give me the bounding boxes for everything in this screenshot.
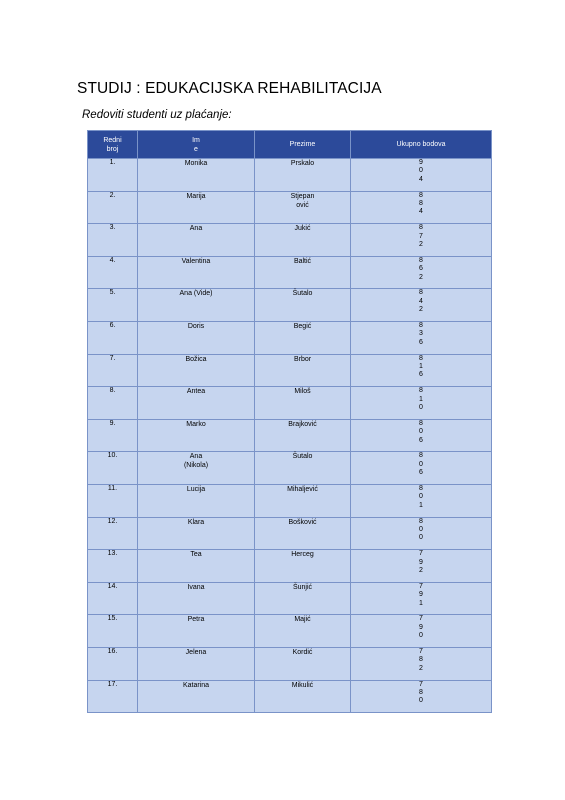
cell-redni-broj: 6. (88, 321, 138, 354)
cell-ime (138, 452, 255, 485)
cell-prezime-line: Baltić (293, 257, 312, 265)
cell-prezime (255, 647, 351, 680)
cell-ime (138, 256, 255, 289)
points-digit: 7 (419, 232, 423, 240)
points-digit: 8 (419, 452, 423, 460)
cell-ime (138, 419, 255, 452)
cell-prezime-line: Stjepan (290, 192, 315, 200)
points-digit: 9 (419, 591, 423, 599)
student-ranking-table (87, 130, 492, 713)
cell-prezime-line: Kordić (292, 648, 313, 656)
table-row (88, 289, 492, 322)
cell-prezime-line: Mihaljević (287, 485, 318, 493)
cell-redni-broj: 2. (88, 191, 138, 224)
cell-prezime-line: Prskalo (290, 160, 315, 167)
table-row (88, 224, 492, 257)
table-row (88, 354, 492, 387)
points-digit: 2 (419, 566, 423, 574)
points-digit: 6 (419, 469, 423, 477)
points-digit: 0 (419, 632, 423, 640)
cell-prezime (255, 159, 351, 192)
page-title: STUDIJ : EDUKACIJSKA REHABILITACIJA (77, 80, 382, 97)
table-row (88, 517, 492, 550)
cell-redni-broj: 17. (88, 680, 138, 713)
cell-ime-line: (Nikola) (183, 462, 209, 470)
cell-ukupno-bodova (351, 354, 492, 387)
header-ime (138, 131, 255, 159)
cell-ime (138, 289, 255, 322)
cell-ukupno-bodova (351, 321, 492, 354)
cell-prezime-line: Majić (294, 616, 311, 624)
cell-ukupno-bodova (351, 582, 492, 615)
header-row (88, 131, 492, 159)
cell-prezime (255, 191, 351, 224)
points-digit: 0 (419, 460, 423, 468)
cell-ime-line: Antea (186, 388, 206, 396)
header-ukupno-bodova: Ukupno bodova (351, 131, 492, 159)
cell-ime-line: Klara (187, 518, 205, 526)
cell-prezime (255, 387, 351, 420)
table-row (88, 159, 492, 192)
cell-redni-broj: 11. (88, 484, 138, 517)
cell-prezime (255, 419, 351, 452)
table-row (88, 387, 492, 420)
cell-ukupno-bodova (351, 680, 492, 713)
cell-redni-broj: 8. (88, 387, 138, 420)
cell-ukupno-bodova (351, 419, 492, 452)
points-digit: 8 (419, 484, 423, 492)
points-digit: 8 (419, 289, 423, 297)
points-digit: 8 (419, 256, 423, 264)
points-digit: 2 (419, 306, 423, 314)
table-row (88, 321, 492, 354)
points-digit: 7 (419, 582, 423, 590)
table-row (88, 191, 492, 224)
cell-ukupno-bodova (351, 550, 492, 583)
points-digit: 8 (419, 191, 423, 199)
points-digit: 7 (419, 615, 423, 623)
cell-redni-broj: 5. (88, 289, 138, 322)
cell-prezime-line: Bošković (288, 518, 317, 526)
table-row (88, 256, 492, 289)
cell-prezime-line: Brbor (293, 355, 312, 363)
cell-redni-broj: 16. (88, 647, 138, 680)
table-row (88, 452, 492, 485)
table-row (88, 680, 492, 713)
table-row (88, 484, 492, 517)
points-digit: 0 (419, 428, 423, 436)
cell-prezime (255, 517, 351, 550)
cell-ime (138, 159, 255, 192)
points-digit: 8 (419, 321, 423, 329)
points-digit: 8 (419, 224, 423, 232)
header-redni-broj-line1: Redni (103, 136, 122, 144)
cell-ukupno-bodova (351, 256, 492, 289)
table-row (88, 419, 492, 452)
cell-ukupno-bodova (351, 484, 492, 517)
table-header (88, 131, 492, 159)
points-digit: 9 (419, 558, 423, 566)
points-digit: 8 (419, 354, 423, 362)
cell-ime-line: Ana (189, 453, 203, 461)
cell-ukupno-bodova (351, 647, 492, 680)
cell-ukupno-bodova (351, 191, 492, 224)
cell-prezime-line: Herceg (291, 551, 314, 559)
cell-ime-line: Ivana (187, 583, 205, 591)
cell-redni-broj: 15. (88, 615, 138, 648)
cell-ime-line: Ana (189, 225, 203, 233)
points-digit: 0 (419, 697, 423, 705)
header-redni-broj-line2: broj (106, 145, 119, 153)
points-digit: 8 (419, 517, 423, 525)
cell-ime-line: Božica (185, 355, 207, 363)
header-redni-broj (88, 131, 138, 159)
header-prezime: Prezime (255, 131, 351, 159)
cell-redni-broj: 14. (88, 582, 138, 615)
cell-ime (138, 517, 255, 550)
cell-ime-line: Lucija (186, 485, 206, 493)
cell-prezime-line: Brajković (288, 420, 317, 428)
cell-prezime (255, 680, 351, 713)
table-row (88, 647, 492, 680)
cell-ime-line: Jelena (185, 648, 207, 656)
header-ime-line2: e (194, 145, 198, 153)
points-digit: 0 (419, 493, 423, 501)
cell-ukupno-bodova (351, 224, 492, 257)
cell-ime-line: Katarina (182, 681, 210, 689)
cell-prezime-line: Begić (293, 322, 312, 330)
points-digit: 0 (419, 534, 423, 542)
cell-ime-line: Ana (Vide) (179, 290, 213, 298)
points-digit: 9 (419, 159, 423, 166)
points-digit: 4 (419, 175, 423, 183)
cell-ukupno-bodova (351, 517, 492, 550)
cell-prezime (255, 354, 351, 387)
cell-ime-line: Valentina (181, 257, 211, 265)
cell-ime (138, 191, 255, 224)
points-digit: 4 (419, 208, 423, 216)
table-row (88, 582, 492, 615)
cell-ukupno-bodova (351, 289, 492, 322)
cell-redni-broj: 4. (88, 256, 138, 289)
points-digit: 0 (419, 525, 423, 533)
cell-redni-broj: 10. (88, 452, 138, 485)
points-digit: 7 (419, 680, 423, 688)
cell-prezime (255, 550, 351, 583)
cell-redni-broj: 9. (88, 419, 138, 452)
cell-ukupno-bodova (351, 452, 492, 485)
cell-prezime-line: Jukić (294, 225, 311, 233)
cell-ime-line: Tea (190, 551, 202, 559)
page-subtitle: Redoviti studenti uz plaćanje: (82, 109, 232, 121)
cell-ime (138, 354, 255, 387)
points-digit: 8 (419, 688, 423, 696)
table-row (88, 550, 492, 583)
header-ime-line1: Im (192, 136, 200, 144)
cell-ime (138, 582, 255, 615)
points-digit: 7 (419, 550, 423, 558)
points-digit: 8 (419, 419, 423, 427)
points-digit: 6 (419, 436, 423, 444)
cell-ukupno-bodova (351, 615, 492, 648)
cell-prezime (255, 256, 351, 289)
cell-ime (138, 680, 255, 713)
points-digit: 0 (419, 167, 423, 175)
cell-redni-broj: 13. (88, 550, 138, 583)
points-digit: 1 (419, 599, 423, 607)
points-digit: 2 (419, 273, 423, 281)
cell-ime (138, 321, 255, 354)
table-row (88, 615, 492, 648)
cell-ime (138, 615, 255, 648)
cell-ime-line: Marko (186, 420, 206, 428)
cell-prezime (255, 321, 351, 354)
points-digit: 8 (419, 387, 423, 395)
cell-prezime (255, 582, 351, 615)
points-digit: 9 (419, 623, 423, 631)
points-digit: 4 (419, 297, 423, 305)
points-digit: 8 (419, 200, 423, 207)
cell-ime-line: Monika (184, 160, 208, 167)
cell-ime-line: Doris (187, 322, 205, 330)
points-digit: 1 (419, 362, 423, 370)
points-digit: 6 (419, 265, 423, 273)
cell-ukupno-bodova (351, 387, 492, 420)
cell-prezime-line: Mikulić (291, 681, 314, 689)
points-digit: 7 (419, 647, 423, 655)
cell-ime (138, 484, 255, 517)
points-digit: 1 (419, 501, 423, 509)
table-body (88, 159, 492, 713)
points-digit: 2 (419, 241, 423, 248)
points-digit: 1 (419, 395, 423, 403)
cell-prezime (255, 289, 351, 322)
cell-redni-broj: 12. (88, 517, 138, 550)
cell-ukupno-bodova (351, 159, 492, 192)
cell-redni-broj: 7. (88, 354, 138, 387)
cell-prezime (255, 484, 351, 517)
cell-ime (138, 550, 255, 583)
cell-prezime (255, 452, 351, 485)
cell-prezime-line: Miloš (294, 388, 311, 396)
cell-ime-line: Petra (187, 616, 205, 624)
cell-prezime (255, 224, 351, 257)
cell-prezime (255, 615, 351, 648)
cell-ime (138, 387, 255, 420)
cell-prezime-line: Šutalo (292, 453, 313, 461)
points-digit: 8 (419, 656, 423, 664)
cell-prezime-line: ović (296, 201, 309, 209)
cell-ime-line: Marija (186, 192, 206, 200)
points-digit: 2 (419, 664, 423, 672)
points-digit: 6 (419, 338, 423, 346)
cell-redni-broj: 3. (88, 224, 138, 257)
cell-redni-broj: 1. (88, 159, 138, 192)
points-digit: 0 (419, 403, 423, 411)
cell-ime (138, 647, 255, 680)
points-digit: 3 (419, 330, 423, 338)
points-digit: 6 (419, 371, 423, 379)
cell-prezime-line: Šutalo (292, 290, 313, 298)
cell-prezime-line: Šunjić (292, 583, 313, 591)
cell-ime (138, 224, 255, 257)
